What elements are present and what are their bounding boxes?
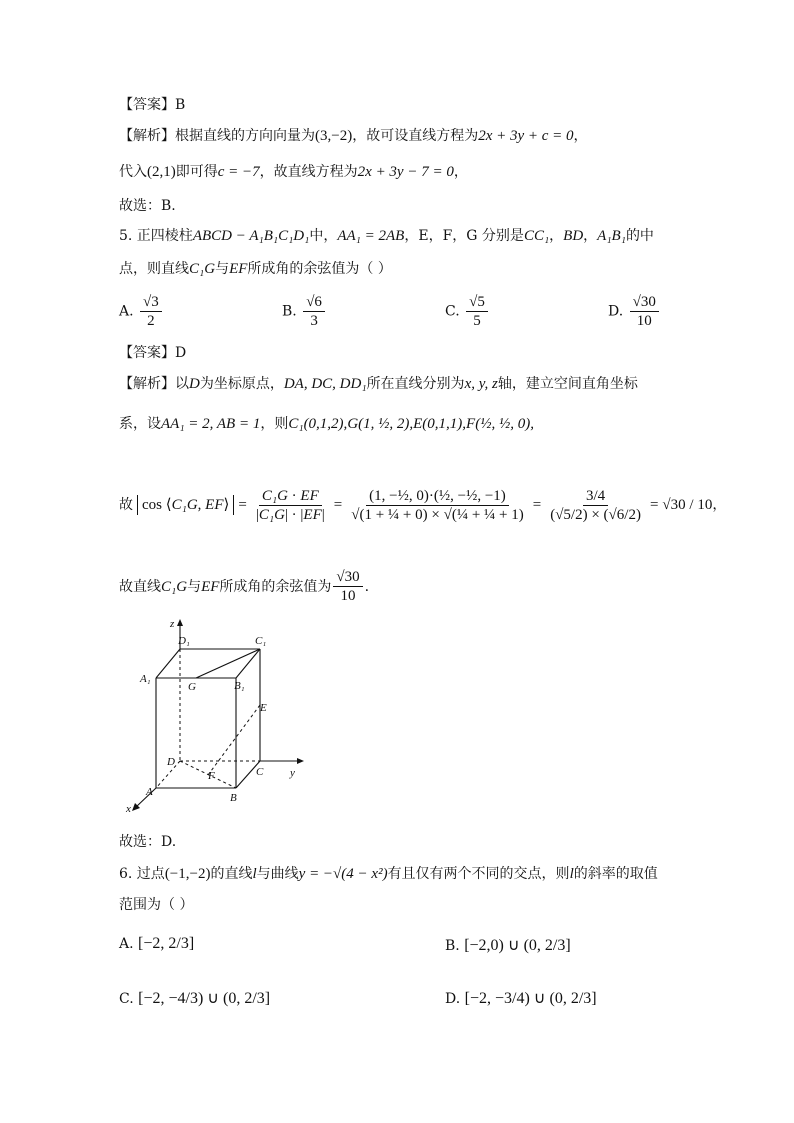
q6-stem-line2: 范围为（ ） (119, 897, 194, 913)
q4-choose: 故选：B. (119, 198, 176, 214)
q5-option-a: A. $\frac{√3}{2}$ (119, 293, 164, 330)
q6-stem-line1: 6. 过点(−1,−2)的直线l与曲线y = −√(4 − x²)有且仅有两个不同的交点，则l的斜率的取值 (119, 866, 658, 882)
cos-frac1: $\frac{\text{C₁G · EF}}{\text{|C₁G| · |EF|}}$ (255, 487, 325, 523)
q6-option-c: C. [−2, −4/3) ∪ (0, 2/3] (119, 990, 271, 1007)
z-arrow-icon (177, 619, 183, 626)
label-D: D (167, 756, 175, 768)
label-A: A (146, 786, 153, 798)
y-arrow-icon (297, 758, 304, 764)
cos-abs: cos ⟨C₁G, EF⟩ (137, 495, 234, 515)
q4-analysis-line1: 【解析】根据直线的方向向量为(3,−2)，故可设直线方程为2x + 3y + c = 0， (119, 128, 588, 144)
label-C: C (256, 766, 264, 778)
label-y: y (290, 767, 295, 779)
cos-frac3: $\frac{3/4}{(√5/2) \times (√6/2)}$ (550, 487, 641, 523)
q4-analysis-line2: 代入(2,1)即可得c = −7，故直线方程为2x + 3y − 7 = 0， (119, 164, 468, 180)
q5-stem-line2: 点，则直线C₁G与EF所成角的余弦值为（ ） (119, 261, 392, 277)
label-E: E (260, 702, 267, 714)
q5-cos-formula: 故 cos ⟨C₁G, EF⟩ = $\frac{\text{C₁G · EF}}{\text{|C₁G| · |EF|}}$ = $\frac{\text{(1, −½, 0)·(½, −½, −1)}}{\text{√(1 + ¼ + 0) × √(¼ + ¼ + 1)}}$ = $\frac{3/4}{(√5/2) \times (√6/2)}$ = √30 / 10 ， (119, 487, 727, 523)
label-B: B (230, 792, 237, 804)
q5-conclusion: 故直线 C₁G 与 EF 所成角的余弦值为 $\frac{√30}{10}$ . (119, 569, 370, 604)
q5-analysis-line1: 【解析】以D为坐标原点，DA, DC, DD₁所在直线分别为x, y, z轴，建立空间直角坐标 (119, 376, 638, 392)
prism-figure (120, 615, 310, 815)
q5-choose: 故选：D. (119, 834, 177, 850)
label-C1: C₁ (255, 635, 267, 647)
q5-option-d: D. $\frac{√30}{10}$ (608, 293, 661, 330)
q5-option-c: C. $\frac{√5}{5}$ (445, 293, 490, 330)
label-G: G (188, 681, 196, 693)
q6-option-d: D. [−2, −3/4) ∪ (0, 2/3] (445, 990, 597, 1007)
label-F: F (208, 770, 215, 782)
label-x: x (126, 803, 131, 815)
label-A1: A₁ (140, 673, 151, 685)
cos-frac2: $\frac{\text{(1, −½, 0)·(½, −½, −1)}}{\text{√(1 + ¼ + 0) × √(¼ + ¼ + 1)}}$ (351, 487, 524, 523)
q5-stem-line1: 5. 正四棱柱ABCD − A₁B₁C₁D₁中，AA₁ = 2AB，E，F，G 分别是CC₁，BD，A₁B₁的中 (119, 228, 654, 244)
cos-result: √30 / 10 (662, 497, 713, 513)
q6-option-a: A. [−2, 2/3] (119, 935, 195, 952)
label-z: z (170, 618, 175, 630)
label-D1: D₁ (178, 635, 190, 647)
q5-option-b: B. $\frac{√6}{3}$ (282, 293, 327, 330)
q5-analysis-line2: 系，设AA₁ = 2, AB = 1，则C₁(0,1,2),G(1, ½, 2),E(0,1,1),F(½, ½, 0), (119, 416, 534, 432)
q5-answer: 【答案】D (119, 345, 187, 361)
label-B1: B₁ (234, 680, 245, 692)
q4-answer: 【答案】B (119, 97, 186, 113)
q6-option-b: B. [−2,0) ∪ (0, 2/3] (445, 937, 571, 954)
